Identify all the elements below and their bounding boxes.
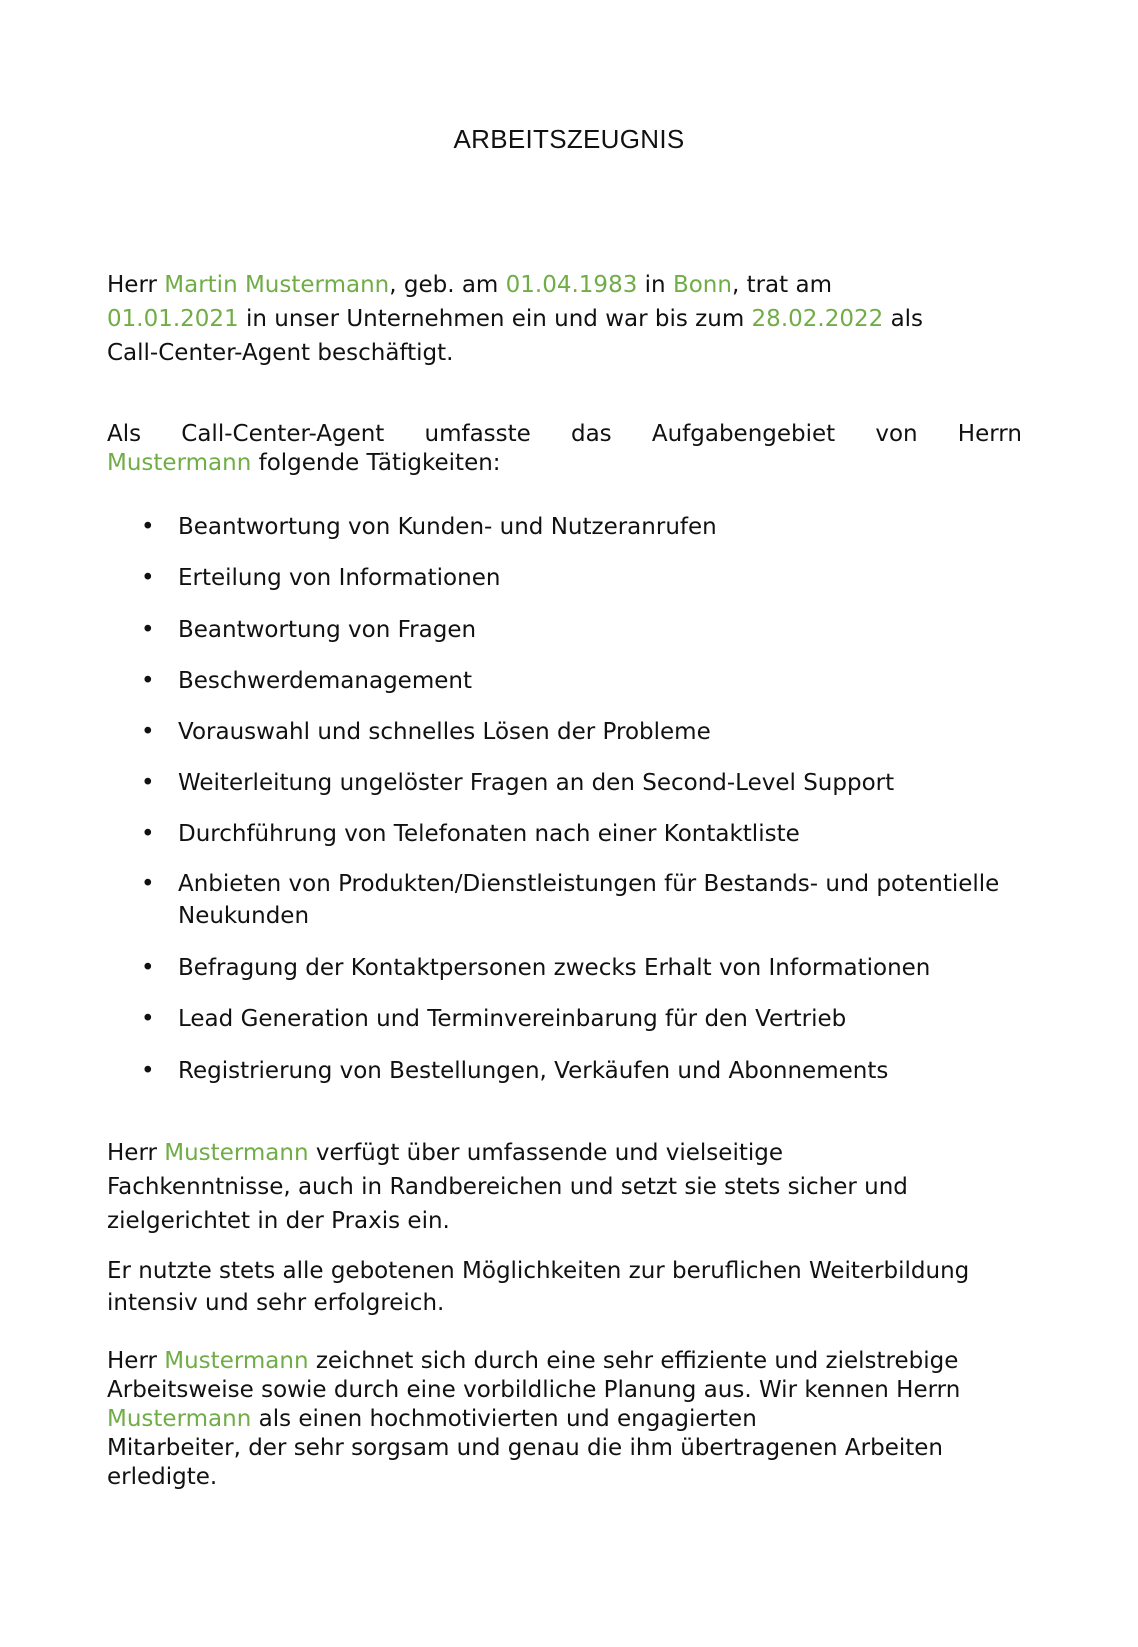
salutation: Herr: [107, 1140, 157, 1166]
bullet-icon: •: [141, 617, 155, 643]
bullet-icon: •: [141, 1058, 155, 1084]
employee-name: Martin Mustermann: [164, 272, 390, 298]
salutation: Herr: [107, 1348, 157, 1374]
tasks-intro-word: Herrn: [957, 421, 1022, 447]
task-text: Beantwortung von Kunden- und Nutzeranrufen: [178, 514, 717, 540]
work-paragraph: [107, 1347, 1022, 1492]
paragraph-line: [107, 1405, 1022, 1434]
employee-surname: Mustermann: [107, 1406, 252, 1432]
task-text: Erteilung von Informationen: [178, 565, 501, 591]
task-text: Befragung der Kontaktpersonen zwecks Erhalt von Informationen: [178, 955, 931, 981]
tasks-intro-text: folgende Tätigkeiten:: [258, 450, 501, 476]
intro-line-1: [107, 268, 1022, 302]
start-date: 01.01.2021: [107, 306, 239, 332]
intro-text: als: [890, 306, 924, 332]
list-item: [107, 1054, 1022, 1088]
bullet-icon: •: [141, 821, 155, 847]
paragraph-line: erledigte.: [107, 1464, 218, 1490]
paragraph-text: verfügt über umfassende und vielseitige: [315, 1140, 783, 1166]
intro-line-2: [107, 302, 1022, 336]
paragraph-line: Er nutzte stets alle gebotenen Möglichkeiten zur beruflichen Weiterbildung: [107, 1258, 970, 1284]
task-text: Registrierung von Bestellungen, Verkäufen und Abonnements: [178, 1058, 889, 1084]
bullet-icon: •: [141, 955, 155, 981]
tasks-intro-word: Call-Center-Agent: [181, 421, 385, 447]
tasks-intro-word: Aufgabengebiet: [651, 421, 836, 447]
tasks-intro-line-1: [107, 420, 1022, 449]
list-item: [107, 817, 1022, 851]
list-item: [107, 561, 1022, 595]
list-item: [107, 868, 1022, 932]
list-item: [107, 951, 1022, 985]
intro-text: in: [644, 272, 666, 298]
list-item: [107, 1002, 1022, 1036]
bullet-icon: •: [141, 770, 155, 796]
paragraph-text: als einen hochmotivierten und engagierten: [258, 1406, 757, 1432]
birth-place: Bonn: [672, 272, 732, 298]
intro-line-3: Call-Center-Agent beschäftigt.: [107, 340, 454, 366]
tasks-intro-line-2: [107, 449, 1022, 478]
knowledge-paragraph: [107, 1136, 1022, 1238]
paragraph-line: zielgerichtet in der Praxis ein.: [107, 1208, 450, 1234]
task-text: Beantwortung von Fragen: [178, 617, 477, 643]
employee-surname: Mustermann: [107, 450, 252, 476]
task-text: Beschwerdemanagement: [178, 668, 472, 694]
end-date: 28.02.2022: [751, 306, 884, 332]
bullet-icon: •: [141, 1006, 155, 1032]
document-title: ARBEITSZEUGNIS: [453, 124, 685, 154]
birth-date: 01.04.1983: [505, 272, 638, 298]
bullet-icon: •: [141, 668, 155, 694]
tasks-intro-paragraph: [107, 420, 1022, 478]
task-text: Vorauswahl und schnelles Lösen der Probleme: [178, 719, 711, 745]
tasks-intro-word: umfasste: [424, 421, 531, 447]
paragraph-line: intensiv und sehr erfolgreich.: [107, 1290, 445, 1316]
list-item: [107, 613, 1022, 647]
paragraph-line: Fachkenntnisse, auch in Randbereichen und setzt sie stets sicher und: [107, 1174, 908, 1200]
tasks-intro-word: Als: [107, 421, 142, 447]
task-text: Anbieten von Produkten/Dienstleistungen für Bestands- und potentielle Neukunden: [178, 871, 1000, 929]
paragraph-line: [107, 1347, 1022, 1376]
list-item: [107, 715, 1022, 749]
tasks-intro-word: das: [570, 421, 612, 447]
tasks-intro-word: von: [875, 421, 918, 447]
list-item: [107, 664, 1022, 698]
bullet-icon: •: [141, 719, 155, 745]
intro-paragraph: [107, 268, 1022, 370]
training-paragraph: [107, 1255, 1022, 1319]
salutation: Herr: [107, 272, 157, 298]
employee-surname: Mustermann: [164, 1348, 309, 1374]
intro-text: in unser Unternehmen ein und war bis zum: [246, 306, 745, 332]
bullet-icon: •: [141, 565, 155, 591]
list-item: [107, 510, 1022, 544]
task-text: Lead Generation und Terminvereinbarung für den Vertrieb: [178, 1006, 847, 1032]
intro-text: , geb. am: [389, 272, 499, 298]
paragraph-line: Arbeitsweise sowie durch eine vorbildliche Planung aus. Wir kennen Herrn: [107, 1377, 961, 1403]
paragraph-text: zeichnet sich durch eine sehr effiziente und zielstrebige: [315, 1348, 959, 1374]
task-text: Durchführung von Telefonaten nach einer Kontaktliste: [178, 821, 800, 847]
bullet-icon: •: [141, 514, 155, 540]
paragraph-line: Mitarbeiter, der sehr sorgsam und genau die ihm übertragenen Arbeiten: [107, 1435, 943, 1461]
intro-text: , trat am: [731, 272, 832, 298]
list-item: [107, 766, 1022, 800]
task-text: Weiterleitung ungelöster Fragen an den Second-Level Support: [178, 770, 895, 796]
paragraph-line: [107, 1136, 1022, 1170]
bullet-icon: •: [141, 871, 155, 897]
employee-surname: Mustermann: [164, 1140, 309, 1166]
